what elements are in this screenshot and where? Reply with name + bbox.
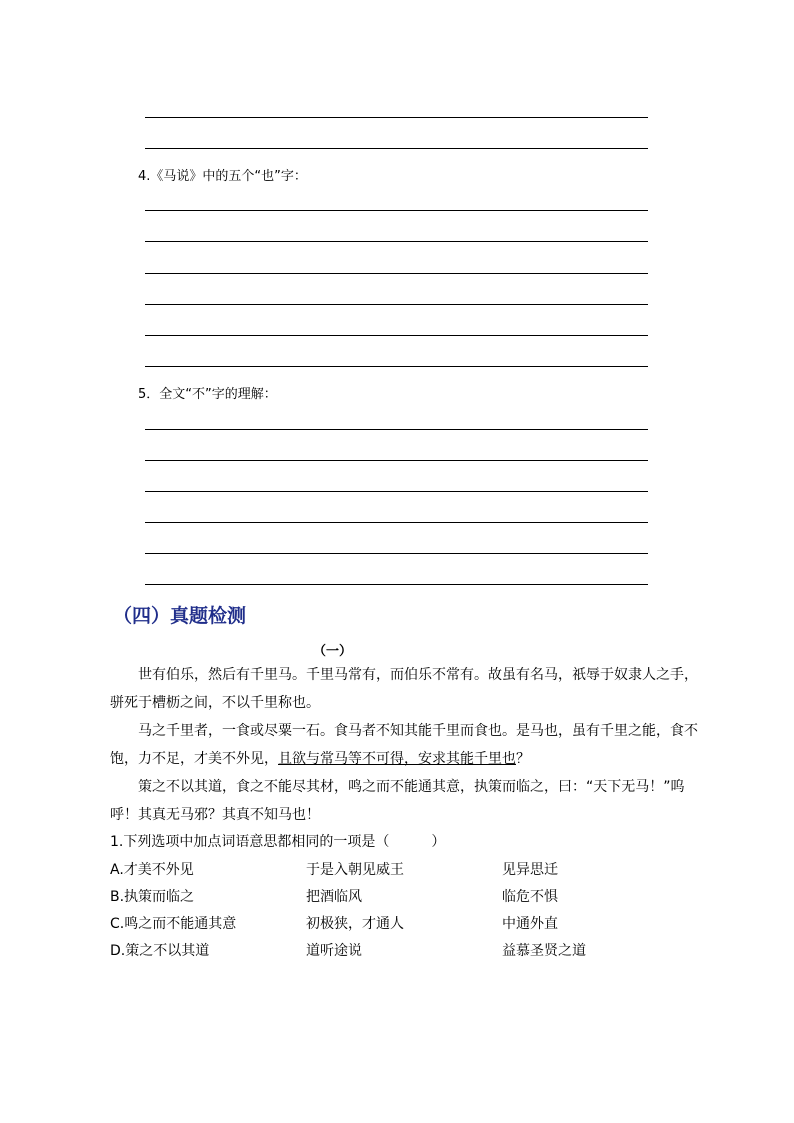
option-d-col1: D.策之不以其道: [110, 943, 210, 959]
option-b-col1: B.执策而临之: [110, 889, 195, 905]
option-c-col3: 中通外直: [502, 916, 558, 932]
option-b-col2: 把酒临风: [306, 889, 362, 905]
underlined-sentence: 且欲与常马等不可得，安求其能千里也: [278, 751, 516, 767]
question-4-label: 4.《马说》中的五个“也”字：: [138, 169, 307, 184]
passage-line: 呼！其真无马邪？其真不知马也！: [110, 807, 320, 823]
passage-line: 骈死于槽枥之间，不以千里称也。: [110, 695, 320, 711]
answer-line: [145, 210, 648, 211]
option-c-col1: C.鸣之而不能通其意: [110, 916, 237, 932]
answer-line: [145, 584, 648, 585]
option-a-col3: 见异思迁: [502, 862, 558, 878]
question-5-label: 5．全文“不”字的理解：: [138, 387, 277, 402]
option-d-col2: 道听途说: [306, 943, 362, 959]
passage-text: 饱，力不足，才美不外见，: [110, 751, 278, 767]
question-1-stem: 1.下列选项中加点词语意思都相同的一项是（ ）: [110, 834, 446, 850]
answer-line: [145, 117, 648, 118]
passage-subtitle: （一）: [313, 644, 353, 659]
answer-line: [145, 273, 648, 274]
answer-line: [145, 491, 648, 492]
answer-line: [145, 522, 648, 523]
passage-text: ？: [516, 751, 530, 767]
passage-line: 策之不以其道，食之不能尽其材，鸣之而不能通其意，执策而临之，曰：“天下无马！”呜: [138, 779, 685, 795]
option-a-col2: 于是入朝见威王: [306, 862, 404, 878]
answer-line: [145, 241, 648, 242]
option-a-col1: A.才美不外见: [110, 862, 194, 878]
option-c-col2: 初极狭，才通人: [306, 916, 404, 932]
answer-line: [145, 366, 648, 367]
option-b-col3: 临危不惧: [502, 889, 558, 905]
option-d-col3: 益慕圣贤之道: [502, 943, 586, 959]
passage-line: 世有伯乐，然后有千里马。千里马常有，而伯乐不常有。故虽有名马，祇辱于奴隶人之手，: [138, 667, 698, 683]
answer-line: [145, 335, 648, 336]
answer-line: [145, 429, 648, 430]
section-title: （四）真题检测: [113, 605, 247, 627]
answer-line: [145, 304, 648, 305]
answer-line: [145, 148, 648, 149]
passage-line: 马之千里者，一食或尽粟一石。食马者不知其能千里而食也。是马也，虽有千里之能，食不: [138, 723, 698, 739]
passage-line: [110, 745, 530, 773]
answer-line: [145, 460, 648, 461]
answer-line: [145, 553, 648, 554]
